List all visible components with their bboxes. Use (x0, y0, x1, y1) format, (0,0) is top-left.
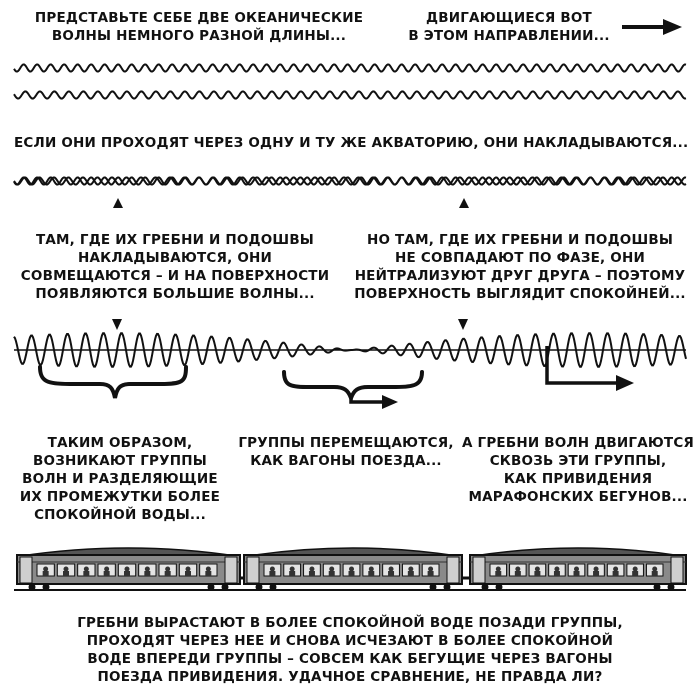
group-brace-icon (284, 372, 422, 398)
caption-in-phase (10, 231, 340, 303)
caption-conclusion (40, 614, 660, 686)
caption-line: В ЭТОМ НАПРАВЛЕНИИ... (408, 28, 610, 44)
caption-line: ТАМ, ГДЕ ИХ ГРЕБНИ И ПОДОШВЫ (35, 232, 314, 248)
caption-line: ГРЕБНИ ВЫРАСТАЮТ В БОЛЕЕ СПОКОЙНОЙ ВОДЕ ПОЗАДИ ГРУППЫ, (77, 615, 623, 631)
group-brace-icon (40, 367, 186, 398)
caption-line: ПРЕДСТАВЬТЕ СЕБЕ ДВЕ ОКЕАНИЧЕСКИЕ (34, 10, 364, 26)
caption-line: ПОЕЗДА ПРИВИДЕНИЯ. УДАЧНОЕ СРАВНЕНИЕ, НЕ ПРАВДА ЛИ? (97, 669, 603, 685)
caption-line: НЕ СОВПАДАЮТ ПО ФАЗЕ, ОНИ (395, 250, 645, 266)
wave-two (14, 91, 686, 98)
caption-line: НЕЙТРАЛИЗУЮТ ДРУГ ДРУГА – ПОЭТОМУ (354, 268, 686, 284)
caption-line: А ГРЕБНИ ВОЛН ДВИГАЮТСЯ (461, 435, 695, 451)
caption-line: ЕСЛИ ОНИ ПРОХОДЯТ ЧЕРЕЗ ОДНУ И ТУ ЖЕ АКВАТОРИЮ, ОНИ НАКЛАДЫВАЮТСЯ... (14, 135, 689, 151)
caption-line: ПРОХОДЯТ ЧЕРЕЗ НЕЕ И СНОВА ИСЧЕЗАЮТ В БОЛЕЕ СПОКОЙНОЙ (86, 633, 614, 649)
caption-line: СКВОЗЬ ЭТИ ГРУППЫ, (489, 453, 667, 469)
caption-line: ВОЗНИКАЮТ ГРУППЫ (33, 453, 207, 469)
caption-line: ГРУППЫ ПЕРЕМЕЩАЮТСЯ, (238, 435, 454, 451)
caption-overlap (14, 134, 689, 152)
caption-line: КАК ВАГОНЫ ПОЕЗДА... (250, 453, 442, 469)
caption-line: СОВМЕЩАЮТСЯ – И НА ПОВЕРХНОСТИ (20, 268, 330, 284)
caption-line: СПОКОЙНОЙ ВОДЫ... (34, 507, 206, 523)
caption-line: ТАКИМ ОБРАЗОМ, (47, 435, 193, 451)
caption-line: ВОЛНЫ НЕМНОГО РАЗНОЙ ДЛИНЫ... (51, 28, 347, 44)
out-of-phase-marker-icon (458, 319, 468, 330)
direction-arrow-icon (622, 19, 682, 35)
caption-line: ДВИГАЮЩИЕСЯ ВОТ (426, 10, 592, 26)
train-car-icon (244, 548, 462, 591)
caption-line: ПОЯВЛЯЮТСЯ БОЛЬШИЕ ВОЛНЫ... (35, 286, 315, 302)
caption-line: ВОЛН И РАЗДЕЛЯЮЩИЕ (22, 471, 218, 487)
caption-line: НАКЛАДЫВАЮТСЯ, ОНИ (77, 250, 273, 266)
train-car-icon (17, 548, 240, 591)
caption-groups-form (10, 434, 230, 524)
in-phase-marker-icon (112, 319, 122, 330)
train-car-icon (470, 548, 686, 591)
caption-line: ВОДЕ ВПЕРЕДИ ГРУППЫ – СОВСЕМ КАК БЕГУЩИЕ ЧЕРЕЗ ВАГОНЫ (87, 651, 613, 667)
caption-direction (404, 9, 614, 45)
caption-groups-move (236, 434, 456, 470)
caption-intro (24, 9, 374, 45)
in-phase-marker-icon (113, 198, 123, 208)
caption-out-of-phase (350, 231, 690, 303)
caption-line: ПОВЕРХНОСТЬ ВЫГЛЯДИТ СПОКОЙНЕЙ... (354, 286, 686, 302)
out-of-phase-marker-icon (459, 198, 469, 208)
caption-line: КАК ПРИВИДЕНИЯ (503, 471, 653, 487)
caption-line: НО ТАМ, ГДЕ ИХ ГРЕБНИ И ПОДОШВЫ (366, 232, 674, 248)
train (14, 548, 686, 591)
group-motion-arrow-icon (351, 395, 398, 409)
caption-line: ИХ ПРОМЕЖУТКИ БОЛЕЕ (19, 489, 221, 505)
wave-one (14, 64, 686, 71)
caption-line: МАРАФОНСКИХ БЕГУНОВ... (468, 489, 688, 505)
caption-crests-move (460, 434, 696, 506)
